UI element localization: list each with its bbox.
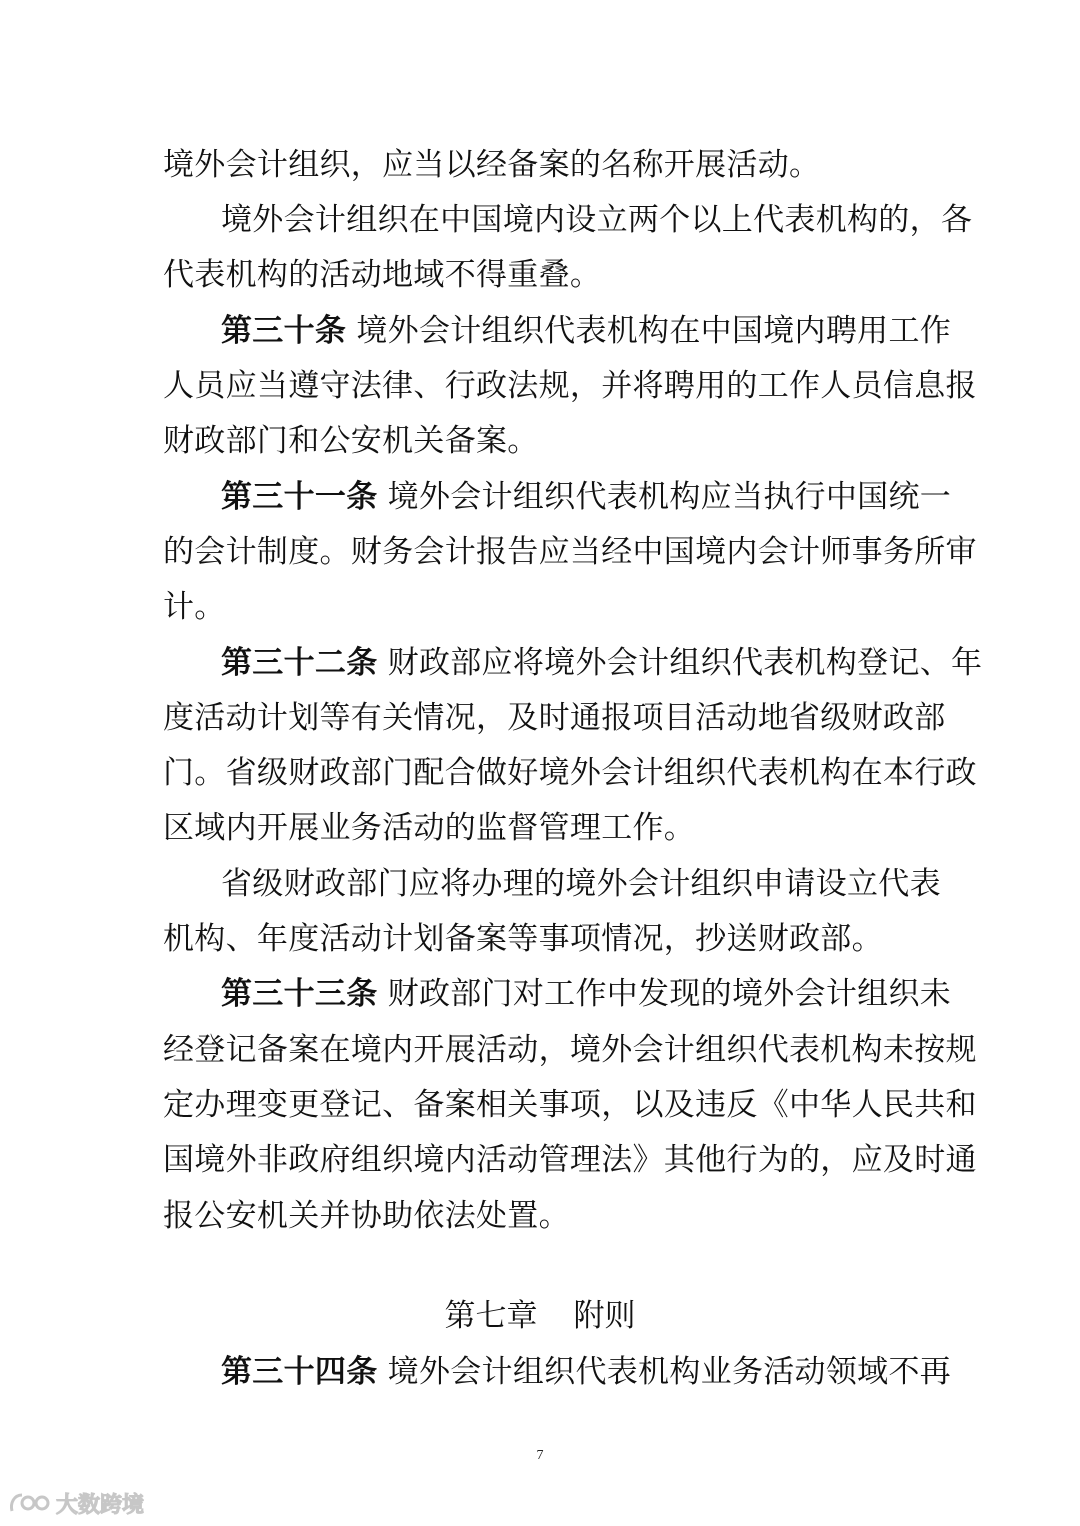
text-line bbox=[163, 1196, 917, 1236]
line-text: 门。省级财政部门配合做好境外会计组织代表机构在本行政 bbox=[163, 755, 977, 791]
article-heading: 第三十二条 bbox=[221, 645, 378, 681]
text-line bbox=[221, 200, 973, 240]
line-text: 财政部门对工作中发现的境外会计组织未 bbox=[377, 976, 952, 1012]
article-heading: 第三十三条 bbox=[221, 976, 378, 1012]
line-text: 经登记备案在境内开展活动，境外会计组织代表机构未按规 bbox=[163, 1032, 977, 1068]
text-line bbox=[221, 643, 983, 683]
line-text: 国境外非政府组织境内活动管理法》其他行为的，应及时通 bbox=[163, 1142, 977, 1178]
line-text: 定办理变更登记、备案相关事项，以及违反《中华人民共和 bbox=[163, 1087, 977, 1123]
watermark-text: 大数跨境 bbox=[56, 1492, 145, 1518]
line-text: 区域内开展业务活动的监督管理工作。 bbox=[163, 810, 696, 846]
text-line bbox=[163, 587, 917, 627]
line-text: 计。 bbox=[163, 589, 226, 625]
chapter-title: 附则 bbox=[573, 1298, 636, 1334]
line-text: 境外会计组织代表机构应当执行中国统一 bbox=[377, 479, 952, 515]
line-text: 报公安机关并协助依法处置。 bbox=[163, 1198, 570, 1234]
text-line bbox=[163, 255, 917, 295]
article-heading: 第三十四条 bbox=[221, 1354, 378, 1390]
line-text: 财政部门和公安机关备案。 bbox=[163, 423, 539, 459]
text-line bbox=[221, 311, 952, 351]
text-line bbox=[163, 1030, 977, 1070]
chapter-heading bbox=[0, 1296, 1080, 1336]
page-number: 7 bbox=[536, 1448, 544, 1463]
text-line bbox=[163, 366, 977, 406]
text-line bbox=[163, 532, 977, 572]
text-line bbox=[163, 919, 917, 959]
text-line bbox=[163, 808, 917, 848]
line-text: 境外会计组织，应当以经备案的名称开展活动。 bbox=[163, 147, 821, 183]
text-line bbox=[163, 421, 917, 461]
text-line bbox=[163, 1140, 977, 1180]
text-line bbox=[163, 1085, 977, 1125]
watermark bbox=[8, 1488, 144, 1518]
brand-logo-icon bbox=[8, 1489, 50, 1517]
line-text: 代表机构的活动地域不得重叠。 bbox=[163, 257, 602, 293]
line-text: 机构、年度活动计划备案等事项情况，抄送财政部。 bbox=[163, 921, 883, 957]
line-text: 财政部应将境外会计组织代表机构登记、年 bbox=[377, 645, 983, 681]
text-line bbox=[221, 477, 952, 517]
line-text: 度活动计划等有关情况，及时通报项目活动地省级财政部 bbox=[163, 700, 946, 736]
text-line bbox=[221, 864, 941, 904]
line-text: 境外会计组织在中国境内设立两个以上代表机构的，各 bbox=[221, 202, 973, 238]
text-line bbox=[163, 753, 977, 793]
chapter-number: 第七章 bbox=[444, 1298, 538, 1334]
article-heading: 第三十一条 bbox=[221, 479, 378, 515]
article-text: 境外会计组织代表机构业务活动领域不再 bbox=[377, 1354, 952, 1390]
line-text: 境外会计组织代表机构在中国境内聘用工作 bbox=[346, 313, 952, 349]
text-line bbox=[221, 974, 952, 1014]
text-line bbox=[163, 698, 946, 738]
article-34-line bbox=[221, 1352, 952, 1392]
line-text: 省级财政部门应将办理的境外会计组织申请设立代表 bbox=[221, 866, 941, 902]
line-text: 人员应当遵守法律、行政法规，并将聘用的工作人员信息报 bbox=[163, 368, 977, 404]
article-heading: 第三十条 bbox=[221, 313, 347, 349]
text-line bbox=[163, 145, 917, 185]
line-text: 的会计制度。财务会计报告应当经中国境内会计师事务所审 bbox=[163, 534, 977, 570]
